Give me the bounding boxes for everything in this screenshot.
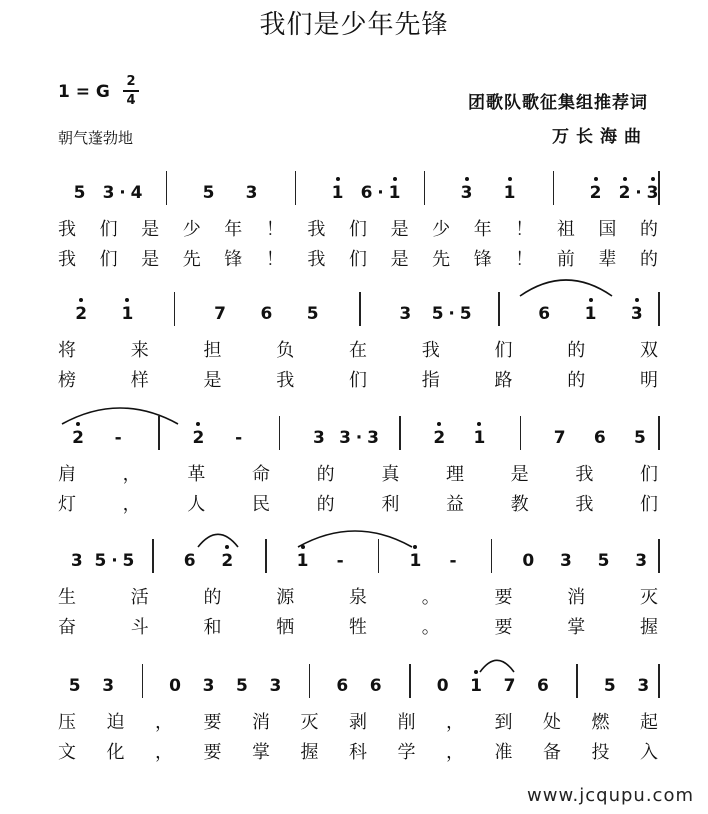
note: 6 — [260, 304, 273, 324]
lyric-verse-1: 们 — [99, 219, 118, 240]
note: 2 — [72, 428, 84, 448]
lyric-verse-1: 真 — [381, 464, 400, 485]
note: 5 — [603, 676, 616, 696]
note: 3 — [460, 183, 473, 203]
lyric-verse-1: 将 — [58, 340, 76, 361]
octave-dot — [623, 177, 627, 181]
time-signature-bottom: 4 — [126, 92, 136, 108]
lyric-verse-1: 剥 — [349, 712, 367, 733]
lyric-verse-1: 活 — [130, 587, 149, 608]
tie-line4b — [298, 531, 412, 547]
lyric-verse-2: 明 — [640, 370, 658, 391]
lyric-verse-1: ， — [155, 712, 173, 733]
lyric-verse-2: 先 — [432, 249, 451, 270]
lyric-verse-2: 人 — [187, 494, 206, 515]
note: 5 — [202, 183, 215, 203]
barline-end — [658, 539, 660, 573]
dotted-mark: · — [448, 304, 455, 324]
barline — [359, 292, 361, 326]
note: 1 — [409, 551, 422, 571]
lyric-verse-2: 投 — [591, 742, 610, 763]
note: 2 — [75, 304, 88, 324]
note: 3 — [560, 551, 572, 571]
barline — [158, 416, 160, 450]
octave-dot — [589, 298, 593, 302]
lyric-verse-2: ， — [446, 742, 464, 763]
lyric-verse-2: 民 — [252, 494, 270, 515]
note: 5 — [73, 183, 86, 203]
lyric-verse-2: 我 — [575, 494, 594, 515]
lyric-verse-1: 是 — [141, 219, 160, 240]
dotted-mark: · — [355, 428, 363, 448]
lyric-verse-2: 学 — [397, 742, 416, 763]
dash-extension: - — [114, 428, 122, 448]
barline-end — [658, 664, 660, 698]
lyric-verse-1: 年 — [224, 219, 243, 240]
note: 5 — [431, 304, 444, 324]
lyric-verse-1: 命 — [252, 464, 270, 485]
lyric-verse-2: 我 — [58, 249, 76, 270]
lyric-verse-1: 消 — [252, 712, 270, 733]
barline — [378, 539, 380, 573]
dotted-mark: · — [119, 183, 126, 203]
tempo-marking: 朝气蓬勃地 — [58, 129, 134, 147]
octave-dot — [125, 298, 129, 302]
dotted-mark: · — [635, 183, 642, 203]
lyric-verse-1: 们 — [640, 464, 658, 485]
octave-dot — [196, 422, 200, 426]
lyric-verse-2: ！ — [515, 249, 534, 270]
lyric-verse-2: 样 — [130, 370, 149, 391]
watermark: www.jcqupu.com — [527, 785, 694, 806]
note: 5 — [459, 304, 472, 324]
note: 5 — [68, 676, 81, 696]
barline — [424, 171, 426, 205]
barline — [152, 539, 154, 573]
barline — [166, 171, 168, 205]
lyric-verse-2: 准 — [494, 742, 513, 763]
lyric-verse-1: ！ — [515, 219, 534, 240]
composer-credit: 万长海曲 — [552, 127, 648, 147]
lyric-verse-1: 是 — [510, 464, 529, 485]
lyric-verse-2: 锋 — [224, 249, 243, 270]
lyric-verse-2: 们 — [99, 249, 118, 270]
lyric-verse-1: ！ — [265, 219, 284, 240]
tie-line2 — [520, 280, 612, 296]
lyric-verse-1: 我 — [307, 219, 326, 240]
lyric-verse-1: 们 — [349, 219, 367, 240]
octave-dot — [225, 545, 229, 549]
lyric-verse-2: ， — [122, 494, 141, 515]
note: 1 — [584, 304, 597, 324]
lyric-verse-2: 掌 — [567, 617, 586, 638]
lyric-verse-2: 们 — [349, 249, 367, 270]
lyric-verse-1: 迫 — [106, 712, 125, 733]
lyric-verse-1: 泉 — [349, 587, 367, 608]
note: 3 — [630, 304, 643, 324]
dash-extension: - — [449, 551, 457, 571]
lyric-verse-2: 。 — [421, 617, 440, 638]
note: 3 — [635, 551, 648, 571]
barline — [520, 416, 522, 450]
barline — [409, 664, 411, 698]
lyric-verse-2: ， — [155, 742, 173, 763]
octave-dot — [594, 177, 598, 181]
lyric-verse-1: 源 — [276, 587, 295, 608]
lyric-verse-2: 的 — [316, 494, 335, 515]
page-title: 我们是少年先锋 — [259, 10, 449, 40]
lyric-verse-1: 压 — [58, 712, 76, 733]
note: 0 — [436, 676, 449, 696]
barline — [309, 664, 311, 698]
lyric-verse-1: 年 — [473, 219, 492, 240]
lyric-verse-1: 燃 — [591, 712, 610, 733]
lyric-verse-2: 牲 — [349, 617, 367, 638]
note: 3 — [245, 183, 258, 203]
lyric-verse-1: 们 — [494, 340, 513, 361]
lyric-verse-1: 到 — [494, 712, 513, 733]
lyric-verse-1: 起 — [640, 712, 658, 733]
lyric-verse-1: 的 — [640, 219, 658, 240]
lyric-verse-2: 和 — [203, 617, 222, 638]
lyric-verse-1: 。 — [421, 587, 440, 608]
lyric-verse-2: 利 — [381, 494, 400, 515]
lyric-verse-1: 的 — [316, 464, 335, 485]
lyric-verse-1: 要 — [203, 712, 222, 733]
note: 3 — [102, 676, 115, 696]
lyricist-credit: 团歌队歌征集组推荐词 — [468, 93, 648, 113]
note: 1 — [470, 676, 482, 696]
lyric-verse-1: 担 — [203, 340, 222, 361]
note: 6 — [537, 676, 549, 696]
lyric-verse-1: 灭 — [640, 587, 658, 608]
lyric-verse-1: 国 — [598, 219, 617, 240]
octave-dot — [651, 177, 655, 181]
octave-dot — [301, 545, 305, 549]
note: 6 — [538, 304, 551, 324]
lyric-verse-2: 前 — [556, 249, 575, 270]
lyric-verse-2: 奋 — [58, 617, 76, 638]
lyric-verse-2: 化 — [106, 742, 125, 763]
lyric-verse-1: 少 — [182, 219, 201, 240]
barline — [491, 539, 493, 573]
tie-line5 — [480, 660, 514, 672]
note: 6 — [593, 428, 606, 448]
lyric-verse-2: ！ — [265, 249, 284, 270]
lyric-verse-2: 文 — [58, 742, 76, 763]
lyric-verse-2: 路 — [494, 370, 513, 391]
lyric-verse-1: 消 — [567, 587, 586, 608]
lyric-verse-1: 少 — [432, 219, 451, 240]
note: 7 — [553, 428, 566, 448]
lyric-verse-2: 握 — [640, 617, 658, 638]
lyric-verse-2: 们 — [349, 370, 367, 391]
lyric-verse-2: 的 — [567, 370, 586, 391]
note: 3 — [339, 428, 351, 448]
lyric-verse-1: ， — [122, 464, 141, 485]
lyric-verse-1: 要 — [494, 587, 513, 608]
lyric-verse-2: 先 — [182, 249, 201, 270]
lyric-verse-2: 榜 — [58, 370, 76, 391]
lyric-verse-2: 我 — [276, 370, 295, 391]
lyric-verse-2: 牺 — [276, 617, 295, 638]
note: 5 — [94, 551, 107, 571]
lyric-verse-2: 是 — [141, 249, 160, 270]
lyric-verse-1: 是 — [390, 219, 409, 240]
note: 3 — [202, 676, 215, 696]
octave-dot — [508, 177, 512, 181]
note: 2 — [589, 183, 602, 203]
note: 3 — [70, 551, 83, 571]
lyric-verse-1: 的 — [203, 587, 222, 608]
note: 7 — [214, 304, 226, 324]
lyric-verse-1: 肩 — [58, 464, 76, 485]
lyric-verse-1: 祖 — [556, 219, 575, 240]
lyric-verse-2: 们 — [640, 494, 658, 515]
note: 3 — [269, 676, 282, 696]
barline — [174, 292, 176, 326]
lyric-verse-2: 的 — [640, 249, 658, 270]
lyric-verse-2: 要 — [203, 742, 222, 763]
note: 4 — [130, 183, 143, 203]
lyric-verse-2: 指 — [421, 370, 440, 391]
lyric-verse-1: 削 — [397, 712, 416, 733]
lyric-verse-1: 我 — [58, 219, 76, 240]
lyric-verse-1: 的 — [567, 340, 586, 361]
dotted-mark: · — [111, 551, 118, 571]
octave-dot — [336, 177, 340, 181]
note: 2 — [618, 183, 631, 203]
note: 5 — [306, 304, 319, 324]
barline-end — [658, 416, 660, 450]
octave-dot — [635, 298, 639, 302]
barline — [295, 171, 297, 205]
octave-dot — [465, 177, 469, 181]
barline — [142, 664, 144, 698]
lyric-verse-2: 备 — [543, 742, 561, 763]
lyric-verse-1: ， — [446, 712, 464, 733]
lyric-verse-2: 教 — [510, 494, 529, 515]
note: 1 — [388, 183, 401, 203]
barline — [498, 292, 500, 326]
note: 0 — [169, 676, 181, 696]
lyric-verse-1: 在 — [349, 340, 367, 361]
note: 1 — [121, 304, 134, 324]
lyric-verse-1: 我 — [575, 464, 594, 485]
lyric-verse-1: 负 — [276, 340, 295, 361]
note: 6 — [369, 676, 382, 696]
note: 3 — [637, 676, 650, 696]
tie-line4a — [198, 534, 238, 547]
lyric-verse-2: 我 — [307, 249, 326, 270]
lyric-verse-2: 是 — [390, 249, 409, 270]
note: 5 — [634, 428, 646, 448]
octave-dot — [437, 422, 441, 426]
octave-dot — [413, 545, 417, 549]
note: 3 — [646, 183, 659, 203]
note: 3 — [312, 428, 325, 448]
note: 6 — [336, 676, 349, 696]
note: 1 — [331, 183, 344, 203]
lyric-verse-2: 锋 — [473, 249, 492, 270]
barline-end — [658, 292, 660, 326]
octave-dot — [76, 422, 80, 426]
lyric-verse-2: 科 — [349, 742, 367, 763]
note: 1 — [296, 551, 309, 571]
barline — [576, 664, 578, 698]
lyric-verse-1: 双 — [640, 340, 658, 361]
barline — [399, 416, 401, 450]
lyric-verse-1: 处 — [543, 712, 561, 733]
dash-extension: - — [235, 428, 243, 448]
note: 2 — [192, 428, 205, 448]
barline-end — [658, 171, 660, 205]
octave-dot — [474, 670, 478, 674]
lyric-verse-2: 掌 — [252, 742, 270, 763]
dash-extension: - — [336, 551, 344, 571]
lyric-verse-2: 益 — [446, 494, 464, 515]
note: 0 — [522, 551, 535, 571]
note: 3 — [367, 428, 379, 448]
note: 1 — [503, 183, 516, 203]
lyric-verse-1: 革 — [187, 464, 206, 485]
octave-dot — [79, 298, 83, 302]
octave-dot — [393, 177, 397, 181]
note: 5 — [122, 551, 135, 571]
lyric-verse-2: 灯 — [58, 494, 76, 515]
lyric-verse-2: 要 — [494, 617, 513, 638]
note: 3 — [399, 304, 412, 324]
time-signature-top: 2 — [126, 74, 136, 89]
lyric-verse-1: 理 — [446, 464, 464, 485]
note: 6 — [183, 551, 196, 571]
note: 5 — [597, 551, 610, 571]
dotted-mark: · — [377, 183, 384, 203]
note: 1 — [473, 428, 486, 448]
lyric-verse-2: 是 — [203, 370, 222, 391]
note: 2 — [221, 551, 234, 571]
lyric-verse-1: 生 — [58, 587, 76, 608]
barline — [279, 416, 281, 450]
lyric-verse-1: 我 — [421, 340, 440, 361]
note: 3 — [102, 183, 115, 203]
time-signature — [123, 74, 139, 108]
octave-dot — [477, 422, 481, 426]
note: 6 — [360, 183, 373, 203]
lyric-verse-1: 来 — [130, 340, 149, 361]
lyric-verse-2: 辈 — [598, 249, 617, 270]
lyric-verse-2: 握 — [300, 742, 319, 763]
lyric-verse-2: 斗 — [130, 617, 149, 638]
barline — [553, 171, 555, 205]
note: 7 — [503, 676, 516, 696]
note: 5 — [236, 676, 248, 696]
lyric-verse-1: 灭 — [300, 712, 319, 733]
time-signature-bar — [123, 90, 139, 92]
note: 2 — [433, 428, 446, 448]
lyric-verse-2: 入 — [640, 742, 658, 763]
barline — [265, 539, 267, 573]
key-signature: 1 = G — [58, 82, 110, 102]
